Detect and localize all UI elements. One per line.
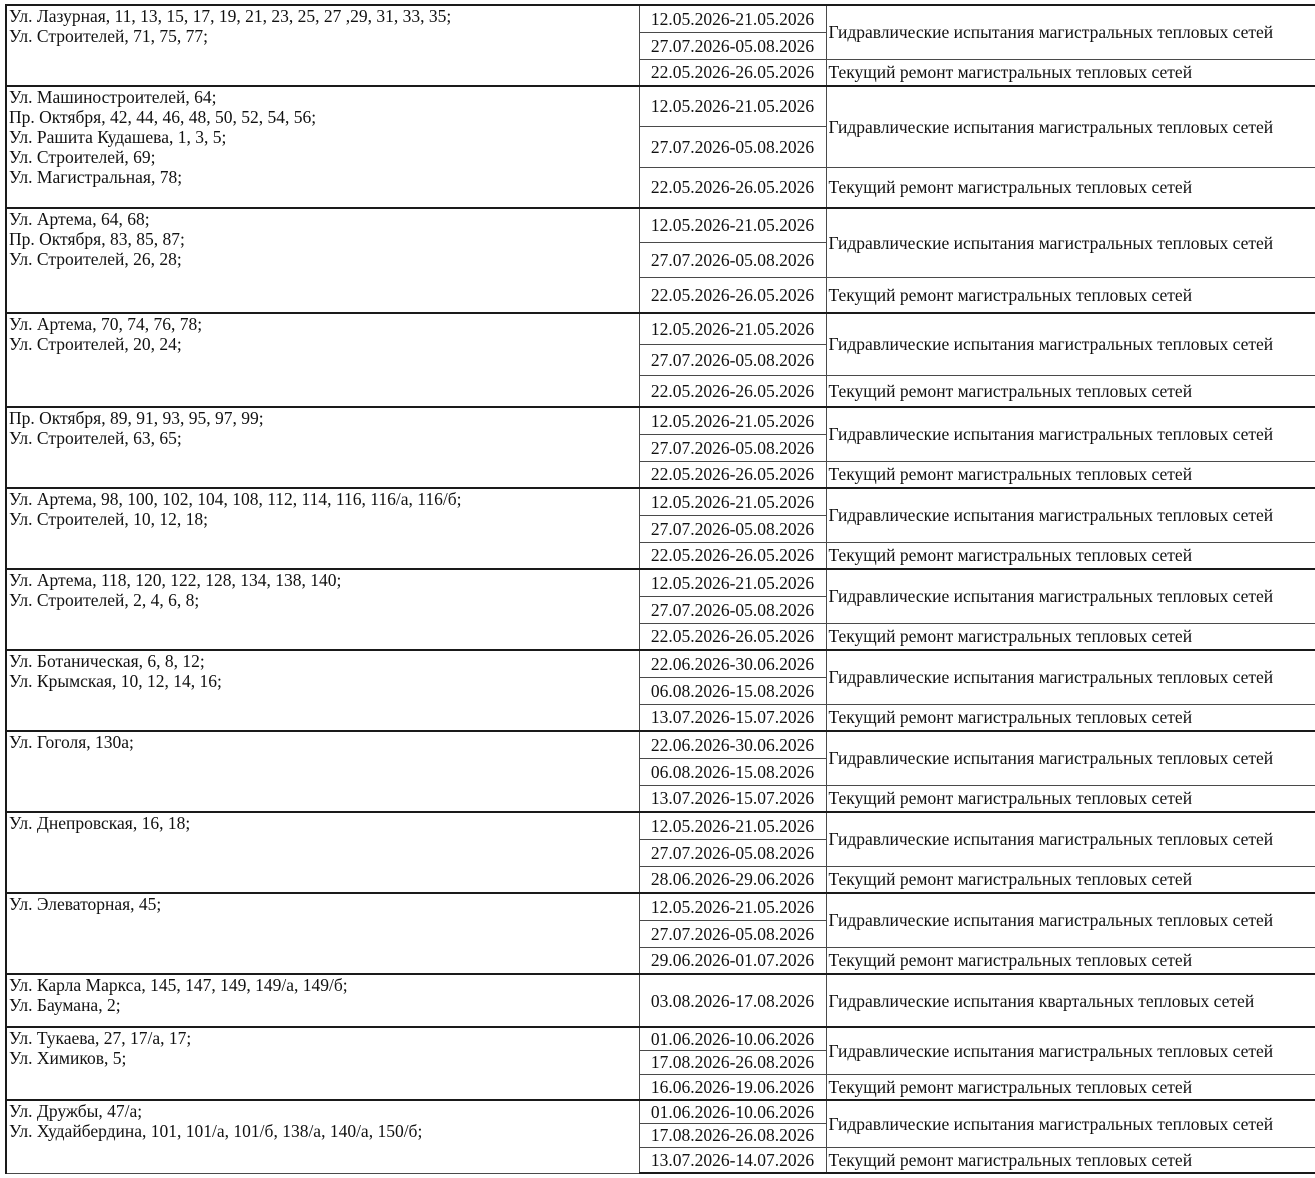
schedule-row [6,5,1315,32]
schedule-row [6,407,1315,434]
work-type-cell: Гидравлические испытания квартальных тепловых сетей [826,974,1315,1027]
address-line: Ул. Строителей, 69; [9,147,156,167]
date-range-cell: 06.08.2026-15.08.2026 [639,758,826,785]
work-type-cell: Гидравлические испытания магистральных тепловых сетей [826,650,1315,704]
work-type-cell: Текущий ремонт магистральных тепловых сетей [826,542,1315,569]
address-line: Ул. Строителей, 71, 75, 77; [9,26,208,46]
address-line: Ул. Днепровская, 16, 18; [9,813,191,833]
work-type-cell: Гидравлические испытания магистральных тепловых сетей [826,488,1315,542]
date-range-cell: 12.05.2026-21.05.2026 [639,407,826,434]
date-range-cell: 27.07.2026-05.08.2026 [639,126,826,167]
work-type-cell: Текущий ремонт магистральных тепловых сетей [826,461,1315,488]
date-range-cell: 27.07.2026-05.08.2026 [639,920,826,947]
schedule-row [6,1027,1315,1050]
schedule-row [6,313,1315,344]
address-line: Ул. Машиностроителей, 64; [9,87,217,107]
work-type-cell: Текущий ремонт магистральных тепловых сетей [826,1147,1315,1173]
date-range-cell: 27.07.2026-05.08.2026 [639,515,826,542]
work-type-cell: Текущий ремонт магистральных тепловых сетей [826,785,1315,812]
work-type-cell: Гидравлические испытания магистральных тепловых сетей [826,86,1315,167]
address-line: Пр. Октября, 89, 91, 93, 95, 97, 99; [9,408,264,428]
work-type-cell: Гидравлические испытания магистральных тепловых сетей [826,569,1315,623]
address-line: Ул. Артема, 98, 100, 102, 104, 108, 112, 114, 116, 116/а, 116/б; [9,489,462,509]
date-range-cell: 22.05.2026-26.05.2026 [639,461,826,488]
date-range-cell: 16.06.2026-19.06.2026 [639,1074,826,1100]
address-cell [6,974,639,1027]
date-range-cell: 22.05.2026-26.05.2026 [639,375,826,407]
work-type-cell: Гидравлические испытания магистральных тепловых сетей [826,407,1315,461]
address-line: Ул. Магистральная, 78; [9,167,183,187]
address-cell [6,569,639,650]
address-line: Ул. Лазурная, 11, 13, 15, 17, 19, 21, 23, 25, 27 ,29, 31, 33, 35; [9,6,452,26]
date-range-cell: 28.06.2026-29.06.2026 [639,866,826,893]
work-type-cell: Текущий ремонт магистральных тепловых сетей [826,623,1315,650]
work-type-cell: Текущий ремонт магистральных тепловых сетей [826,277,1315,313]
work-type-cell: Текущий ремонт магистральных тепловых сетей [826,704,1315,731]
address-line: Ул. Крымская, 10, 12, 14, 16; [9,671,222,691]
date-range-cell: 13.07.2026-15.07.2026 [639,785,826,812]
maintenance-schedule-table [5,4,1315,1174]
address-line: Ул. Дружбы, 47/а; [9,1101,143,1121]
date-range-cell: 27.07.2026-05.08.2026 [639,596,826,623]
date-range-cell: 22.06.2026-30.06.2026 [639,731,826,758]
schedule-row [6,86,1315,126]
schedule-body [6,5,1315,1173]
address-line: Ул. Артема, 118, 120, 122, 128, 134, 138, 140; [9,570,342,590]
date-range-cell: 17.08.2026-26.08.2026 [639,1123,826,1147]
address-cell [6,1100,639,1173]
date-range-cell: 06.08.2026-15.08.2026 [639,677,826,704]
date-range-cell: 27.07.2026-05.08.2026 [639,344,826,375]
date-range-cell: 12.05.2026-21.05.2026 [639,812,826,839]
address-line: Ул. Строителей, 26, 28; [9,249,182,269]
date-range-cell: 12.05.2026-21.05.2026 [639,313,826,344]
address-cell [6,812,639,893]
work-type-cell: Гидравлические испытания магистральных тепловых сетей [826,731,1315,785]
work-type-cell: Текущий ремонт магистральных тепловых сетей [826,59,1315,86]
schedule-row [6,569,1315,596]
work-type-cell: Текущий ремонт магистральных тепловых сетей [826,866,1315,893]
work-type-cell: Текущий ремонт магистральных тепловых сетей [826,167,1315,208]
address-line: Ул. Худайбердина, 101, 101/а, 101/б, 138/а, 140/а, 150/б; [9,1121,423,1141]
date-range-cell: 22.05.2026-26.05.2026 [639,623,826,650]
address-line: Ул. Строителей, 63, 65; [9,428,182,448]
address-line: Ул. Артема, 70, 74, 76, 78; [9,314,203,334]
work-type-cell: Гидравлические испытания магистральных тепловых сетей [826,812,1315,866]
date-range-cell: 22.06.2026-30.06.2026 [639,650,826,677]
date-range-cell: 12.05.2026-21.05.2026 [639,569,826,596]
address-line: Ул. Баумана, 2; [9,995,121,1015]
address-cell [6,313,639,407]
date-range-cell: 13.07.2026-14.07.2026 [639,1147,826,1173]
address-line: Ул. Строителей, 2, 4, 6, 8; [9,590,200,610]
schedule-row [6,1100,1315,1123]
date-range-cell: 27.07.2026-05.08.2026 [639,434,826,461]
work-type-cell: Гидравлические испытания магистральных тепловых сетей [826,893,1315,947]
date-range-cell: 12.05.2026-21.05.2026 [639,488,826,515]
address-line: Ул. Строителей, 20, 24; [9,334,182,354]
address-cell [6,893,639,974]
address-line: Ул. Строителей, 10, 12, 18; [9,509,208,529]
work-type-cell: Гидравлические испытания магистральных тепловых сетей [826,1027,1315,1074]
address-line: Пр. Октября, 42, 44, 46, 48, 50, 52, 54, 56; [9,107,317,127]
schedule-row [6,731,1315,758]
date-range-cell: 27.07.2026-05.08.2026 [639,242,826,277]
work-type-cell: Текущий ремонт магистральных тепловых сетей [826,1074,1315,1100]
address-line: Ул. Артема, 64, 68; [9,209,150,229]
date-range-cell: 29.06.2026-01.07.2026 [639,947,826,974]
schedule-row [6,974,1315,1027]
date-range-cell: 22.05.2026-26.05.2026 [639,277,826,313]
address-line: Ул. Тукаева, 27, 17/а, 17; [9,1028,192,1048]
date-range-cell: 27.07.2026-05.08.2026 [639,839,826,866]
address-line: Ул. Карла Маркса, 145, 147, 149, 149/а, 149/б; [9,975,348,995]
schedule-row [6,488,1315,515]
date-range-cell: 12.05.2026-21.05.2026 [639,893,826,920]
address-cell [6,208,639,313]
address-line: Ул. Гоголя, 130а; [9,732,134,752]
schedule-row [6,208,1315,242]
date-range-cell: 13.07.2026-15.07.2026 [639,704,826,731]
date-range-cell: 17.08.2026-26.08.2026 [639,1050,826,1074]
work-type-cell: Гидравлические испытания магистральных тепловых сетей [826,208,1315,277]
date-range-cell: 27.07.2026-05.08.2026 [639,32,826,59]
address-cell [6,86,639,208]
date-range-cell: 12.05.2026-21.05.2026 [639,5,826,32]
address-cell [6,488,639,569]
date-range-cell: 22.05.2026-26.05.2026 [639,59,826,86]
address-line: Пр. Октября, 83, 85, 87; [9,229,185,249]
date-range-cell: 12.05.2026-21.05.2026 [639,86,826,126]
address-line: Ул. Химиков, 5; [9,1048,127,1068]
date-range-cell: 03.08.2026-17.08.2026 [639,974,826,1027]
date-range-cell: 22.05.2026-26.05.2026 [639,542,826,569]
date-range-cell: 01.06.2026-10.06.2026 [639,1027,826,1050]
work-type-cell: Текущий ремонт магистральных тепловых сетей [826,947,1315,974]
address-line: Ул. Ботаническая, 6, 8, 12; [9,651,205,671]
work-type-cell: Гидравлические испытания магистральных тепловых сетей [826,5,1315,59]
schedule-row [6,893,1315,920]
work-type-cell: Гидравлические испытания магистральных тепловых сетей [826,1100,1315,1147]
schedule-row [6,650,1315,677]
date-range-cell: 01.06.2026-10.06.2026 [639,1100,826,1123]
address-cell [6,5,639,86]
address-cell [6,1027,639,1100]
address-cell [6,407,639,488]
address-cell [6,650,639,731]
work-type-cell: Гидравлические испытания магистральных тепловых сетей [826,313,1315,375]
address-line: Ул. Элеваторная, 45; [9,894,162,914]
address-cell [6,731,639,812]
schedule-row [6,812,1315,839]
date-range-cell: 12.05.2026-21.05.2026 [639,208,826,242]
date-range-cell: 22.05.2026-26.05.2026 [639,167,826,208]
work-type-cell: Текущий ремонт магистральных тепловых сетей [826,375,1315,407]
address-line: Ул. Рашита Кудашева, 1, 3, 5; [9,127,227,147]
